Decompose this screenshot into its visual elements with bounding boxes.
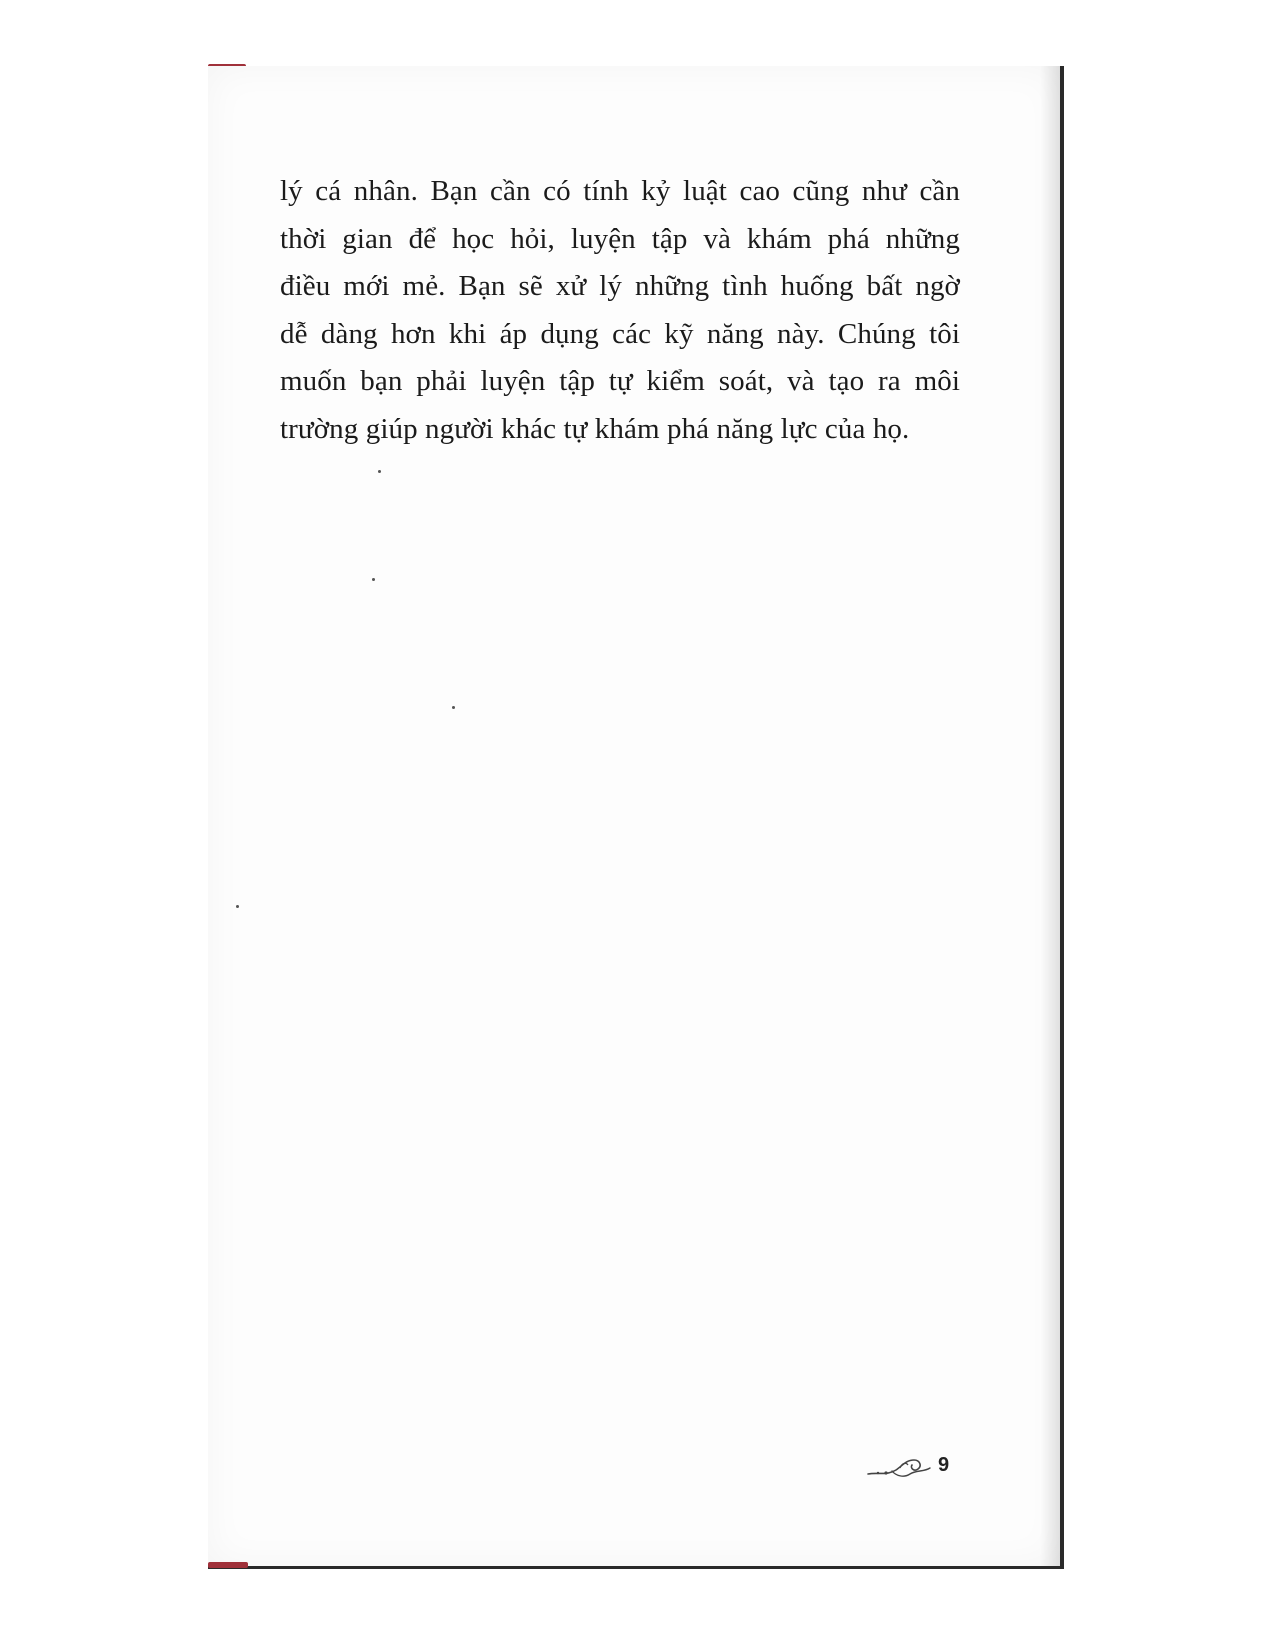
print-speck [372, 578, 375, 581]
print-speck [378, 470, 381, 473]
text-line: thời gian để học hỏi, luyện tập và khám phá những [280, 222, 960, 255]
floral-flourish-icon [866, 1454, 934, 1482]
body-paragraph [280, 168, 960, 453]
text-line: lý cá nhân. Bạn cần có tính kỷ luật cao cũng như cần [280, 175, 960, 207]
page-footer [866, 1450, 966, 1490]
page-edge-shadow [1040, 66, 1060, 1566]
text-line: dễ dàng hơn khi áp dụng các kỹ năng này. Chúng tôi [280, 317, 960, 350]
print-speck [236, 905, 239, 908]
binding-edge-bottom [208, 1562, 248, 1568]
text-line: trường giúp người khác tự khám phá năng lực của họ. [280, 412, 910, 445]
text-line: điều mới mẻ. Bạn sẽ xử lý những tình huống bất ngờ [280, 270, 960, 302]
text-line: muốn bạn phải luyện tập tự kiểm soát, và tạo ra môi [280, 365, 960, 397]
page-number: 9 [938, 1454, 950, 1476]
print-speck [452, 706, 455, 709]
